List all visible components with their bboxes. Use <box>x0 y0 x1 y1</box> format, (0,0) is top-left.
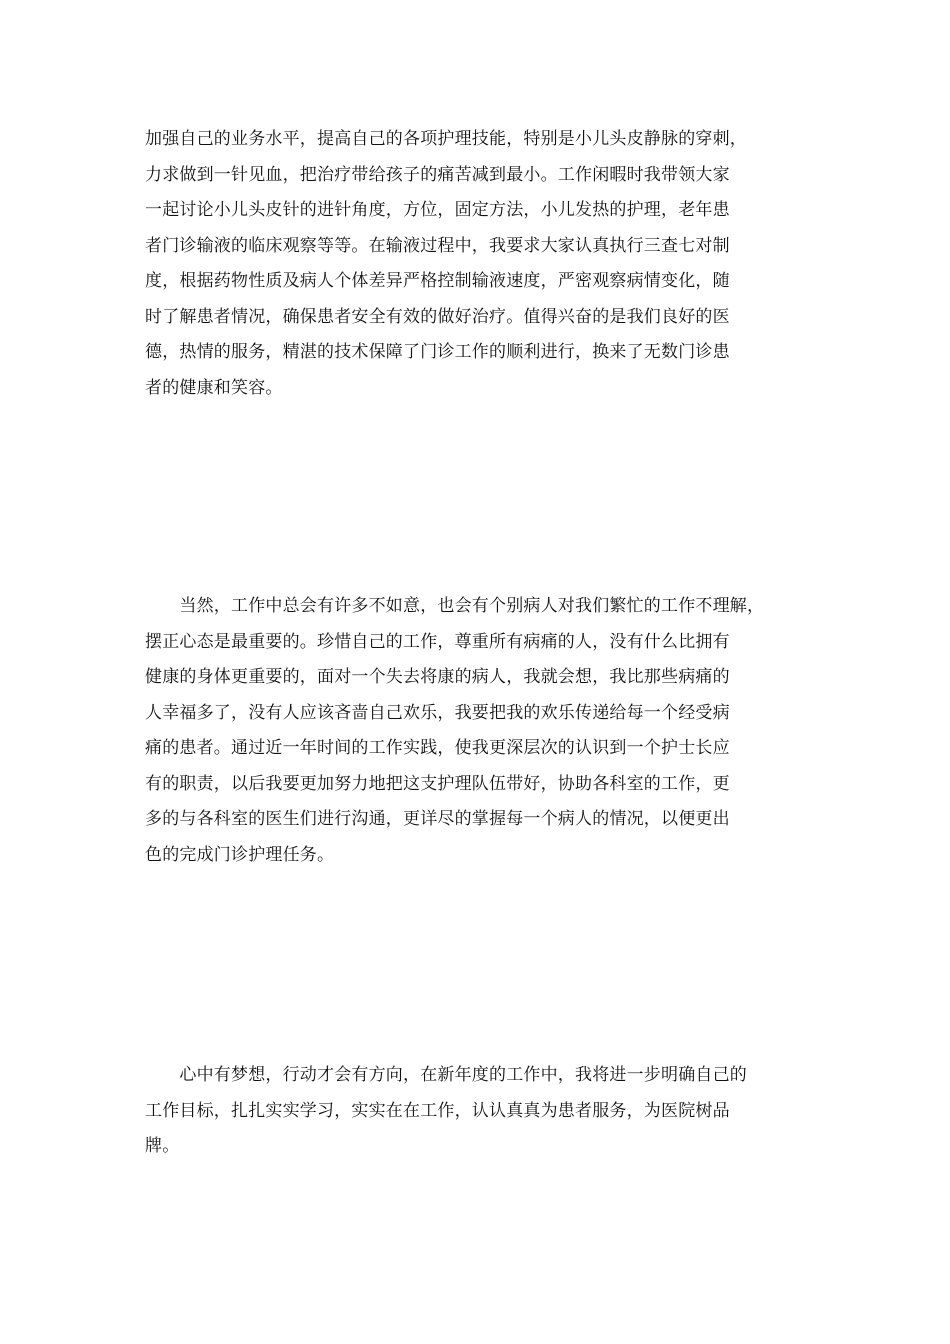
paragraph-3 <box>145 1058 815 1165</box>
paragraph-line: 牌。 <box>145 1136 180 1156</box>
paragraph-line: 健康的身体更重要的，面对一个失去将康的病人，我就会想，我比那些病痛的 <box>145 667 730 687</box>
paragraph-line: 心中有梦想，行动才会有方向，在新年度的工作中，我将进一步明确自己的 <box>145 1065 747 1085</box>
paragraph-line: 加强自己的业务水平，提高自己的各项护理技能，特别是小儿头皮静脉的穿刺， <box>145 129 747 149</box>
paragraph-1 <box>145 122 815 406</box>
paragraph-line: 度，根据药物性质及病人个体差异严格控制输液速度，严密观察病情变化，随 <box>145 271 730 291</box>
paragraph-line: 德，热情的服务，精湛的技术保障了门诊工作的顺利进行，换来了无数门诊患 <box>145 342 730 362</box>
paragraph-line: 一起讨论小儿头皮针的进针角度，方位，固定方法，小儿发热的护理，老年患 <box>145 200 730 220</box>
paragraph-line: 人幸福多了，没有人应该吝啬自己欢乐，我要把我的欢乐传递给每一个经受病 <box>145 702 730 723</box>
paragraph-line: 工作目标，扎扎实实学习，实实在在工作，认认真真为患者服务，为医院树品 <box>145 1100 730 1121</box>
paragraph-line: 摆正心态是最重要的。珍惜自己的工作，尊重所有病痛的人，没有什么比拥有 <box>145 631 730 652</box>
paragraph-line: 痛的患者。通过近一年时间的工作实践，使我更深层次的认识到一个护士长应 <box>145 738 730 758</box>
paragraph-line: 色的完成门诊护理任务。 <box>145 844 335 865</box>
paragraph-line: 者门诊输液的临床观察等等。在输液过程中，我要求大家认真执行三查七对制 <box>145 235 730 256</box>
paragraph-line: 当然，工作中总会有许多不如意，也会有个别病人对我们繁忙的工作不理解， <box>145 596 765 616</box>
paragraph-line: 有的职责，以后我要更加努力地把这支护理队伍带好，协助各科室的工作，更 <box>145 773 730 794</box>
paragraph-line: 多的与各科室的医生们进行沟通，更详尽的掌握每一个病人的情况，以便更出 <box>145 809 730 829</box>
paragraph-line: 力求做到一针见血，把治疗带给孩子的痛苦减到最小。工作闲暇时我带领大家 <box>145 164 730 185</box>
paragraph-line: 时了解患者情况，确保患者安全有效的做好治疗。值得兴奋的是我们良好的医 <box>145 306 730 327</box>
paragraph-line: 者的健康和笑容。 <box>145 377 283 398</box>
paragraph-2 <box>145 589 815 873</box>
